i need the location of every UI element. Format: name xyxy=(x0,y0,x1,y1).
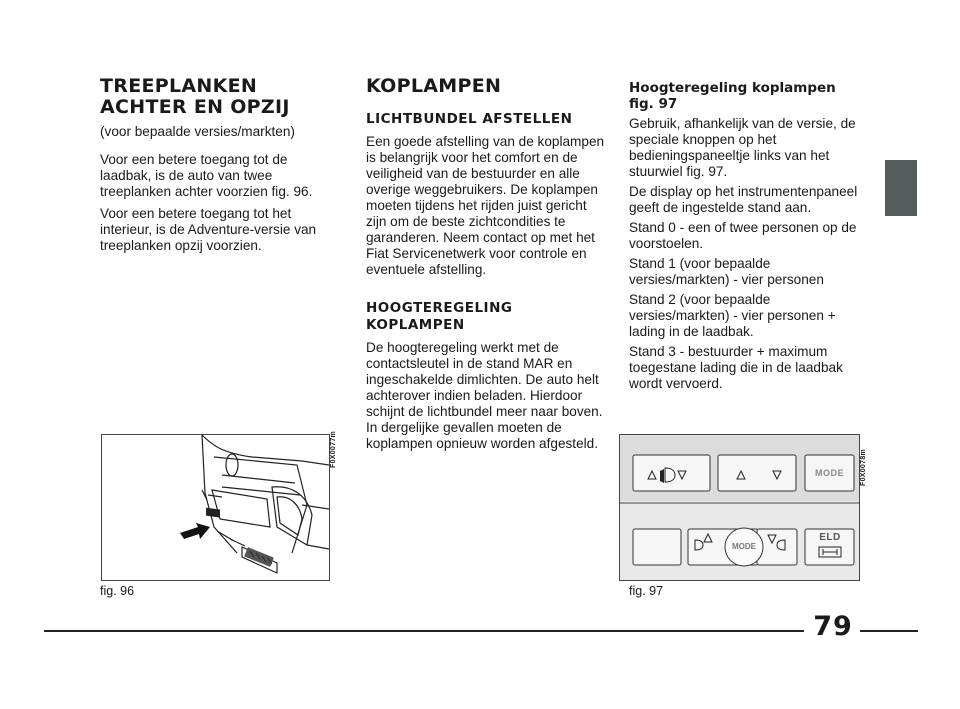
heading-koplampen: KOPLAMPEN xyxy=(366,75,502,97)
control-panel-illustration xyxy=(620,435,859,580)
figure-97-control-panel xyxy=(619,434,860,581)
paragraph-stand-2: Stand 2 (voor bepaalde versies/markten) - vier personen + lading in de laadbak. xyxy=(629,292,836,339)
footer-rule-left xyxy=(44,630,804,632)
paragraph-gebruik: Gebruik, afhankelijk van de versie, de speciale knoppen op het bedieningspaneeltje links van het stuurwiel fig. 97. xyxy=(629,116,856,179)
page-number: 79 xyxy=(813,611,853,642)
paragraph-treeplanken-2: Voor een betere toegang tot het interieur, is de Adventure-versie van treeplanken opzij voorzien. xyxy=(100,206,317,253)
paragraph-treeplanken-1: Voor een betere toegang tot de laadbak, is de auto van twee treeplanken achter voorzien fig. 96. xyxy=(100,152,313,199)
headlamp-level-button-top xyxy=(633,455,710,491)
subheading-hoogteregeling: HOOGTEREGELING KOPLAMPEN xyxy=(366,300,513,333)
paragraph-lichtbundel: Een goede afstelling van de koplampen is belangrijk voor het comfort en de veiligheid van de bestuurder en alle overige weggebruikers. De koplampen moeten tijdens het rijden juist gericht zijn om de beste zichtcondities te garanderen. Neem contact op met het Fiat Servicenetwerk voor controle en eventuele afstelling. xyxy=(366,134,605,277)
subheading-lichtbundel: LICHTBUNDEL AFSTELLEN xyxy=(366,111,573,127)
eld-button-label: ELD xyxy=(819,532,841,543)
heading-hoogteregeling-fig97: Hoogteregeling koplampen fig. 97 xyxy=(629,80,836,112)
blank-button xyxy=(633,529,681,565)
rear-step-illustration xyxy=(102,435,329,580)
figure-97-code: F0X0078m xyxy=(860,448,867,486)
column-koplampen xyxy=(366,76,606,452)
paragraph-stand-0: Stand 0 - een of twee personen op de voorstoelen. xyxy=(629,220,857,251)
paragraph-display: De display op het instrumentenpaneel geeft de ingestelde stand aan. xyxy=(629,184,858,215)
figure-96-rear-step xyxy=(101,434,330,581)
up-down-button xyxy=(718,455,796,491)
versions-note: (voor bepaalde versies/markten) xyxy=(100,124,295,139)
paragraph-stand-3: Stand 3 - bestuurder + maximum toegestane lading die in de laadbak wordt vervoerd. xyxy=(629,344,843,391)
mode-button-center-label: MODE xyxy=(732,542,756,551)
paragraph-stand-1: Stand 1 (voor bepaalde versies/markten) - vier personen xyxy=(629,256,824,287)
column-treeplanken xyxy=(100,76,340,254)
figure-96-code: F0X0077m xyxy=(330,430,337,468)
paragraph-hoogteregeling: De hoogteregeling werkt met de contactsleutel in de stand MAR en ingeschakelde dimlichten. De auto helt achterover indien beladen. Hierdoor schijnt de lichtbundel meer naar boven. In dergelijke gevallen moeten de koplampen opnieuw worden afgesteld. xyxy=(366,340,603,451)
figure-96-label: fig. 96 xyxy=(100,584,135,598)
chapter-tab-marker xyxy=(885,160,917,216)
figure-97-label: fig. 97 xyxy=(629,584,664,598)
footer-rule-right xyxy=(860,630,918,632)
column-hoogteregeling xyxy=(629,80,869,392)
heading-treeplanken: TREEPLANKEN ACHTER EN OPZIJ xyxy=(100,75,290,118)
mode-button-top-label: MODE xyxy=(815,468,844,478)
arrow-icon xyxy=(180,523,210,539)
